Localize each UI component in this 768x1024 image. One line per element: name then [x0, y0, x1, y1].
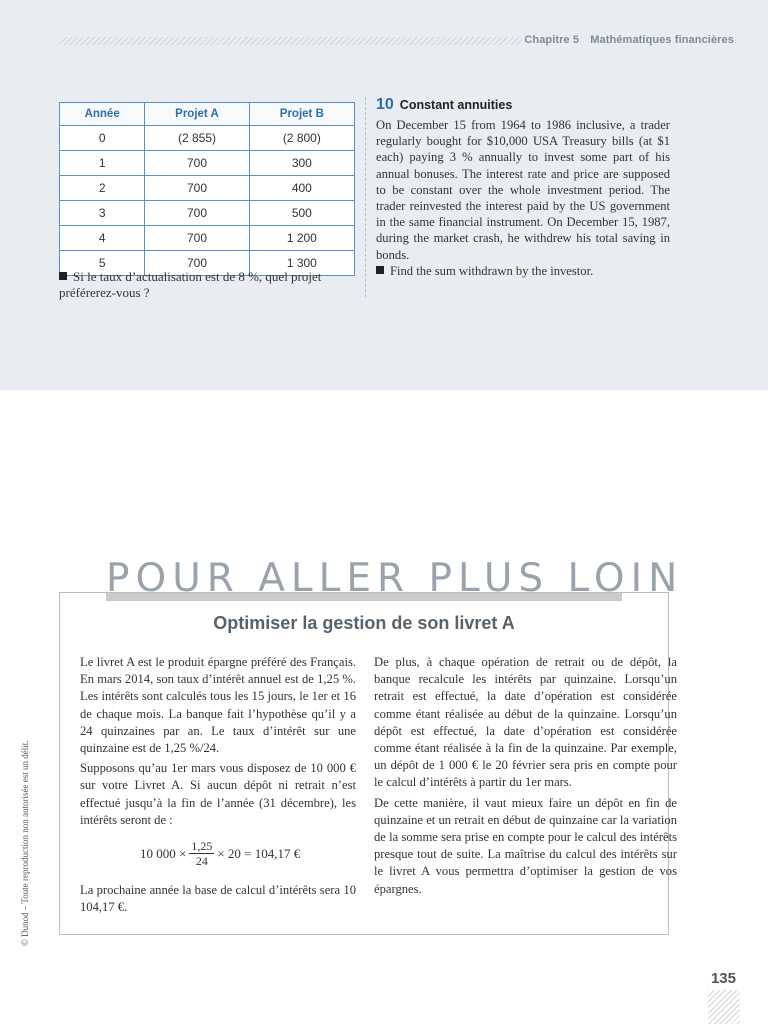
table-cell: 1 300 [249, 251, 354, 276]
left-question [59, 269, 359, 301]
section-heading: POUR ALLER PLUS LOIN [106, 556, 684, 601]
table-header-cell: Projet B [249, 103, 354, 126]
square-bullet-icon [59, 272, 67, 280]
running-head [524, 34, 734, 46]
table-cell: 2 [60, 176, 145, 201]
table-cell: 700 [145, 226, 249, 251]
table-cell: 700 [145, 201, 249, 226]
exercise-number: 10 [376, 96, 394, 113]
square-bullet-icon [376, 266, 384, 274]
exercise-question [376, 263, 670, 279]
header-hatch-rule [60, 37, 522, 45]
table-cell: 300 [249, 151, 354, 176]
formula-lead: 10 000 × [140, 845, 187, 861]
box-right-column [374, 654, 677, 901]
column-divider [365, 97, 366, 297]
exercise-heading [376, 96, 670, 114]
table-row [60, 201, 355, 226]
table-header-cell: Année [60, 103, 145, 126]
table-header-cell: Projet A [145, 103, 249, 126]
table-header-row [60, 103, 355, 126]
interest-formula [140, 839, 356, 868]
paragraph: De cette manière, il vaut mieux faire un dépôt en fin de quinzaine et un retrait en début de quinzaine car la variation de la somme sera prise en compte pour le calcul des intérêts presque tout de suite. La maîtrise du calcul des intérêts sur le livret A vous permettra d’optimiser la gestion de vos épargnes. [374, 795, 677, 896]
table-cell: 4 [60, 226, 145, 251]
exercise-question-text: Find the sum withdrawn by the investor. [390, 263, 594, 278]
exercise-title: Constant annuities [399, 98, 513, 112]
paragraph: La prochaine année la base de calcul d’intérêts sera 10 104,17 €. [80, 883, 356, 915]
chapter-title: Mathématiques financières [590, 34, 734, 46]
table-cell: 1 [60, 151, 145, 176]
table-row [60, 126, 355, 151]
fraction-denominator: 24 [195, 854, 208, 869]
table-cell: 3 [60, 201, 145, 226]
box-title: Optimiser la gestion de son livret A [213, 613, 515, 633]
table-cell: (2 800) [249, 126, 354, 151]
exercise-10 [376, 96, 670, 279]
table-cell: 0 [60, 126, 145, 151]
formula-fraction [189, 839, 214, 868]
paragraph: Supposons qu’au 1er mars vous disposez de 10 000 € sur votre Livret A. Si aucun dépôt ni retrait n’est effectué jusqu’à la fin de l’année (31 décembre), les intérêts seront de : [80, 761, 356, 827]
table-cell: 700 [145, 251, 249, 276]
paragraph: Le livret A est le produit épargne préféré des Français. En mars 2014, son taux d’intérêt annuel est de 1,25 %. Les intérêts sont calculés tous les 15 jours, le 1er et 16 de chaque mois. La banque fait l’hypothèse qu’il y a 24 quinzaines par an. Le taux d’intérêt sur une quinzaine est de 1,25 %/24. [80, 655, 356, 756]
table-cell: 700 [145, 176, 249, 201]
table-row [60, 226, 355, 251]
table-cell: 400 [249, 176, 354, 201]
projects-cashflow-table [59, 102, 355, 276]
table-row [60, 151, 355, 176]
formula-tail: × 20 = 104,17 € [217, 845, 301, 861]
copyright-notice: © Dunod – Toute reproduction non autorisée est un délit. [20, 740, 30, 946]
footer-hatch [708, 990, 740, 1024]
table-cell: 1 200 [249, 226, 354, 251]
table-cell: (2 855) [145, 126, 249, 151]
table-cell: 5 [60, 251, 145, 276]
table-row [60, 176, 355, 201]
paragraph: De plus, à chaque opération de retrait ou de dépôt, la banque recalcule les intérêts par quinzaine. Lorsqu’un retrait est effectué, la date d’opération est considérée comme étant réalisée au début de la quinzaine. Lorsqu’un dépôt est effectué, la date d’opération est considérée comme étant réalisée à la fin de la quinzaine. Par exemple, un dépôt de 1 000 € le 20 février sera pris en compte pour le calcul d’intérêts à partir du 1er mars. [374, 655, 677, 790]
table-cell: 700 [145, 151, 249, 176]
box-left-column [80, 654, 356, 919]
fraction-numerator: 1,25 [191, 839, 213, 854]
exercise-body: On December 15 from 1964 to 1986 inclusive, a trader regularly bought for $10,000 USA Treasury bills (at $1 each) paying 3 % annually to invest some part of his annual bonuses. The interest rate and price are supposed to be constant over the whole investment period. The trader reinvested the interest paid by the US government in the same financial instrument. On December 15, 1987, during the market crash, he withdrew his total saving in bonds. [376, 118, 670, 262]
page-number: 135 [710, 970, 736, 987]
table-cell: 500 [249, 201, 354, 226]
chapter-number: Chapitre 5 [524, 34, 580, 46]
left-question-text: Si le taux d’actualisation est de 8 %, quel projet préférerez-vous ? [59, 269, 322, 300]
